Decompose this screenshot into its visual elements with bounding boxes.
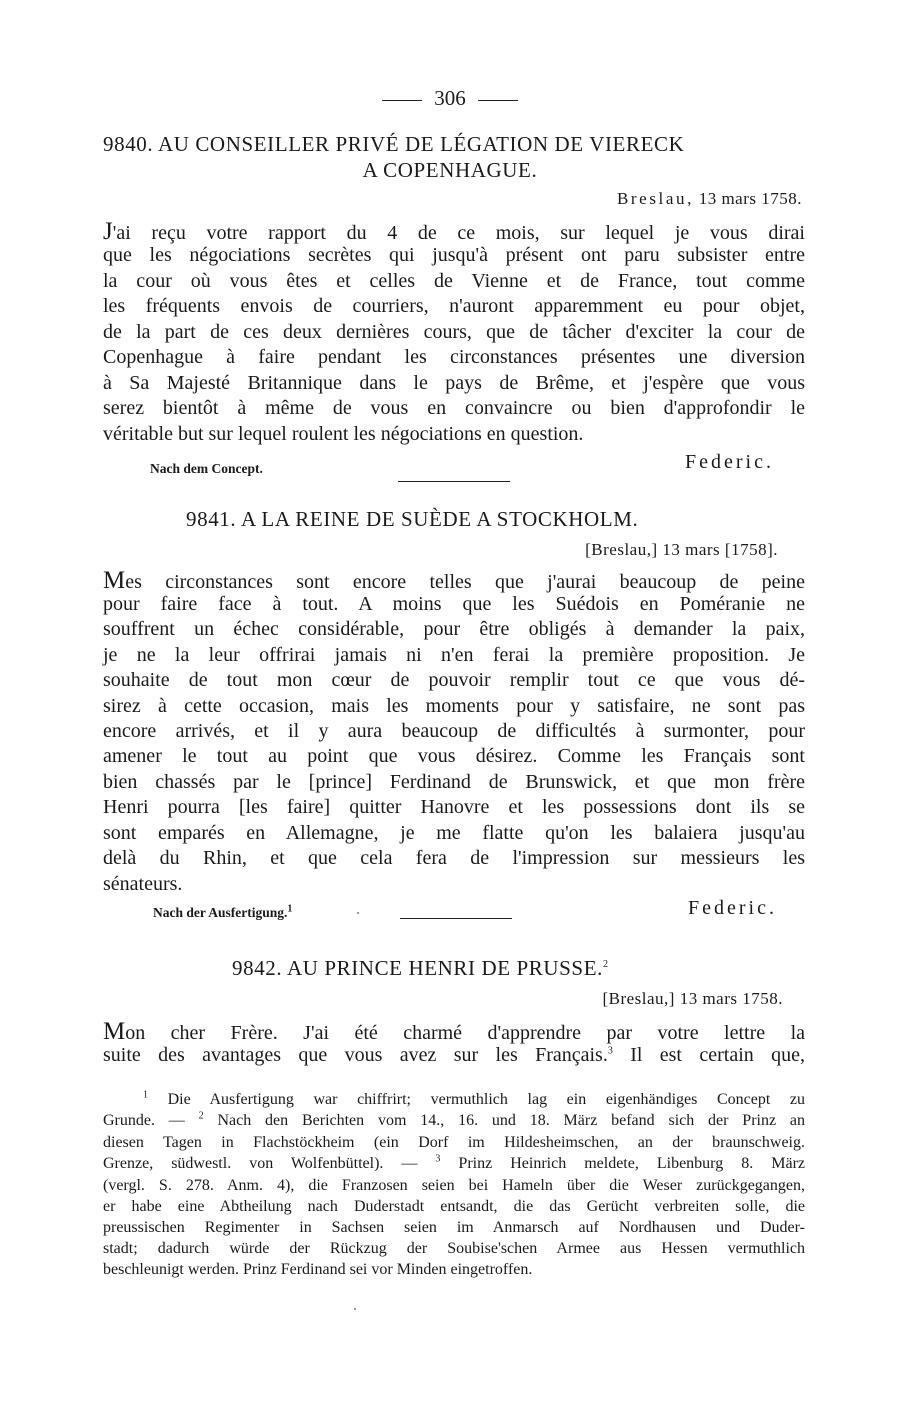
footnote-mark: 3 [435,1153,441,1165]
body-text: Il est certain que, [612,1044,805,1066]
source-note [153,905,292,921]
signature: Federic. [685,451,774,473]
body-line: sénateurs. [103,873,183,895]
body-line [103,1044,805,1067]
section-divider [398,481,510,482]
body-line: sont emparés en Allemagne, je me flatte qu'on les balaiera jusqu'au [103,822,805,844]
body-line: delà du Rhin, et que cela fera de l'impression sur messieurs les [103,847,805,869]
footnote-line: preussischen Regimenter in Sachsen seien im Anmarsch auf Nordhausen und Duder- [103,1219,805,1236]
footnote-mark: 1 [143,1089,148,1101]
footnote-line [103,1091,805,1109]
body-line: souhaite de tout mon cœur de pouvoir remplir tout ce que vous dé- [103,669,805,691]
body-line: Mes circonstances sont encore telles que j'aurai beaucoup de peine [103,567,805,594]
body-line: véritable but sur lequel roulent les négociations en question. [103,423,584,445]
page-number [0,86,900,111]
footnote-line: stadt; dadurch würde der Rückzug der Soubise'schen Armee aus Hessen vermuthlich [103,1240,805,1257]
body-line: je ne la leur offrirai jamais ni n'en ferai la première proposition. Je [103,644,805,666]
body-line: bien chassés par le [prince] Ferdinand de Brunswick, et que mon frère [103,771,805,793]
letter-heading [232,956,609,981]
footnote-text: Prinz Heinrich meldete, Libenburg 8. März [440,1155,805,1172]
section-divider [400,918,512,919]
letter-dateline: [Breslau,] 13 mars [1758]. [585,540,778,559]
letter-heading: 9840. AU CONSEILLER PRIVÉ DE LÉGATION DE VIERECK [103,132,685,156]
body-line: pour faire face à tout. A moins que les Suédois en Poméranie ne [103,593,805,615]
footnote-mark: 2 [603,959,609,970]
footnote-mark: 1 [287,903,293,915]
footnote-text: Grunde. — [103,1112,199,1129]
dateline-place: Breslau, [616,189,694,208]
divider [478,100,518,101]
source-note: Nach dem Concept. [150,461,263,476]
letter-dateline: [Breslau,] 13 mars 1758. [602,989,783,1008]
body-line: serez bientôt à même de vous en convaincre ou bien d'approfondir le [103,397,805,419]
footnote-text: Die Ausfertigung war chiffrirt; vermuthlich lag ein eigenhändiges Concept zu [148,1091,805,1108]
body-line: Henri pourra [les faire] quitter Hanovre et les possessions dont ils se [103,796,805,818]
ink-speck [354,1308,356,1310]
footnote-line [103,1155,805,1173]
body-line: sirez à cette occasion, mais les moments pour y satisfaire, ne sont pas [103,695,805,717]
footnote-line: diesen Tagen in Flachstöckheim (ein Dorf im Hildesheimschen, an der braunschweig. [103,1134,805,1151]
body-line: encore arrivés, et il y aura beaucoup de difficultés à surmonter, pour [103,720,805,742]
letter-heading-text: 9842. AU PRINCE HENRI DE PRUSSE. [232,956,603,980]
body-text: es circonstances sont encore telles que j'aurai beaucoup de peine [125,571,805,593]
body-line: la cour où vous êtes et celles de Vienne et de France, tout comme [103,270,805,292]
body-line: que les négociations secrètes qui jusqu'à présent ont paru subsister entre [103,244,805,266]
footnote-line: beschleunigt werden. Prinz Ferdinand sei vor Minden eingetroffen. [103,1261,533,1278]
body-line: Copenhague à faire pendant les circonstances présentes une diversion [103,346,805,368]
body-text: on cher Frère. J'ai été charmé d'apprendre par votre lettre la [125,1022,805,1044]
body-line: Mon cher Frère. J'ai été charmé d'apprendre par votre lettre la [103,1018,805,1045]
footnote-line: (vergl. S. 278. Anm. 4), die Franzosen seien bei Hameln über die Weser zurückgegangen, [103,1177,805,1194]
body-line: les fréquents envois de courriers, n'auront apparemment eu pour objet, [103,295,805,317]
footnote-line [103,1112,805,1130]
letter-heading: 9841. A LA REINE DE SUÈDE A STOCKHOLM. [186,507,639,531]
footnote-mark: 3 [607,1045,613,1057]
body-text: 'ai reçu votre rapport du 4 de ce mois, sur lequel je vous dirai [112,222,805,244]
divider [382,100,422,101]
source-note-text: Nach der Ausfertigung. [153,905,288,920]
body-line: à Sa Majesté Britannique dans le pays de Brême, et j'espère que vous [103,372,805,394]
dateline-date: 13 mars 1758. [698,189,802,208]
page-number-text: 306 [434,86,466,110]
body-line: J'ai reçu votre rapport du 4 de ce mois, sur lequel je vous dirai [103,218,805,245]
letter-heading-continued: A COPENHAGUE. [362,158,538,182]
signature: Federic. [688,897,777,919]
ink-speck [357,912,359,914]
footnote-line: er habe eine Abtheilung nach Duderstadt entsandt, die das Gerücht verbreiten solle, die [103,1198,805,1215]
body-line: de la part de ces deux dernières cours, que de tâcher d'exciter la cour de [103,321,805,343]
footnote-mark: 2 [198,1110,204,1122]
body-line: amener le tout au point que vous désirez. Comme les Français sont [103,745,805,767]
letter-dateline [617,189,802,209]
footnote-text: Nach den Berichten vom 14., 16. und 18. März befand sich der Prinz an [203,1112,806,1129]
body-text: suite des avantages que vous avez sur les Français. [103,1044,608,1066]
body-line: souffrent un échec considérable, pour être obligés à demander la paix, [103,618,805,640]
footnote-text: Grenze, südwestl. von Wolfenbüttel). — [103,1155,436,1172]
